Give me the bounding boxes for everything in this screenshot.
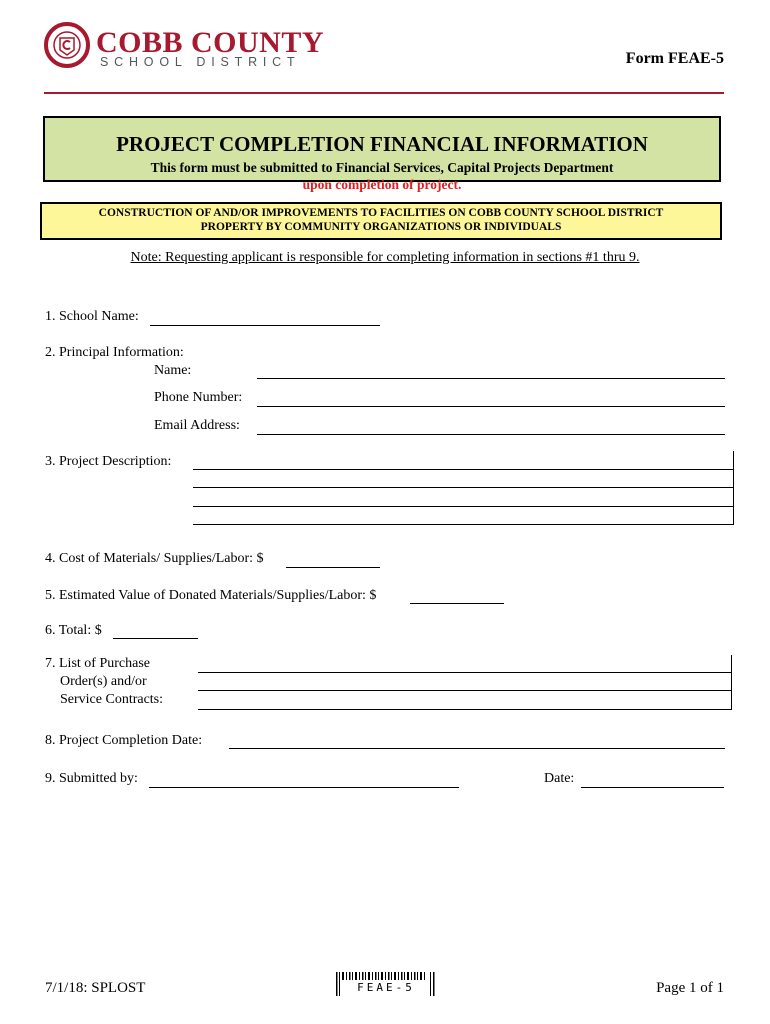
principal-name-label: Name: [154, 363, 192, 378]
header-divider [44, 92, 724, 94]
logo-name: COBB COUNTY [96, 26, 325, 59]
principal-email-field[interactable] [257, 434, 725, 435]
cost-materials-field[interactable] [286, 567, 380, 568]
form-subtitle: This form must be submitted to Financial Services, Capital Projects Department [150, 160, 614, 175]
logo-subtitle: SCHOOL DISTRICT [100, 55, 301, 69]
date-field[interactable] [581, 787, 724, 788]
submitted-by-field[interactable] [149, 787, 459, 788]
scope-line-2: PROPERTY BY COMMUNITY ORGANIZATIONS OR INDIVIDUALS [200, 221, 562, 233]
principal-name-field[interactable] [257, 378, 725, 379]
completion-date-field[interactable] [229, 748, 725, 749]
purchase-orders-box-border [731, 655, 732, 710]
project-description-field-2[interactable] [193, 487, 733, 488]
donated-value-label: 5. Estimated Value of Donated Materials/Supplies/Labor: $ [45, 588, 377, 603]
submitted-by-label: 9. Submitted by: [45, 771, 138, 786]
principal-info-label: 2. Principal Information: [45, 345, 184, 360]
instructions-note: Note: Requesting applicant is responsible for completing information in sections #1 thru 9. [130, 250, 640, 265]
total-field[interactable] [113, 638, 198, 639]
donated-value-field[interactable] [410, 603, 504, 604]
purchase-orders-field-3[interactable] [198, 709, 731, 710]
completion-date-label: 8. Project Completion Date: [45, 733, 203, 748]
total-label: 6. Total: $ [45, 623, 102, 638]
footer-revision: 7/1/18: SPLOST [45, 980, 146, 996]
date-label: Date: [544, 771, 575, 786]
purchase-orders-label-3: Service Contracts: [60, 692, 164, 707]
project-description-field-3[interactable] [193, 506, 733, 507]
purchase-orders-label-1: 7. List of Purchase [45, 656, 150, 671]
form-title: PROJECT COMPLETION FINANCIAL INFORMATION [116, 132, 648, 156]
scope-line-1: CONSTRUCTION OF AND/OR IMPROVEMENTS TO FACILITIES ON COBB COUNTY SCHOOL DISTRICT [98, 207, 664, 219]
page-number: Page 1 of 1 [656, 980, 724, 996]
purchase-orders-field-2[interactable] [198, 690, 731, 691]
project-description-field-4[interactable] [193, 524, 733, 525]
school-district-logo-icon [44, 22, 90, 68]
form-id: Form FEAE-5 [625, 50, 724, 67]
principal-phone-field[interactable] [257, 406, 725, 407]
school-name-label: 1. School Name: [45, 309, 139, 324]
barcode-label: FEAE-5 [357, 981, 415, 994]
project-description-label: 3. Project Description: [45, 454, 172, 469]
project-description-field-1[interactable] [193, 469, 733, 470]
principal-phone-label: Phone Number: [154, 390, 243, 405]
purchase-orders-label-2: Order(s) and/or [60, 674, 147, 689]
description-box-border [733, 451, 734, 525]
purchase-orders-field-1[interactable] [198, 672, 731, 673]
principal-email-label: Email Address: [154, 418, 240, 433]
submission-note: upon completion of project. [302, 177, 462, 192]
cost-materials-label: 4. Cost of Materials/ Supplies/Labor: $ [45, 551, 264, 566]
school-name-field[interactable] [150, 325, 380, 326]
